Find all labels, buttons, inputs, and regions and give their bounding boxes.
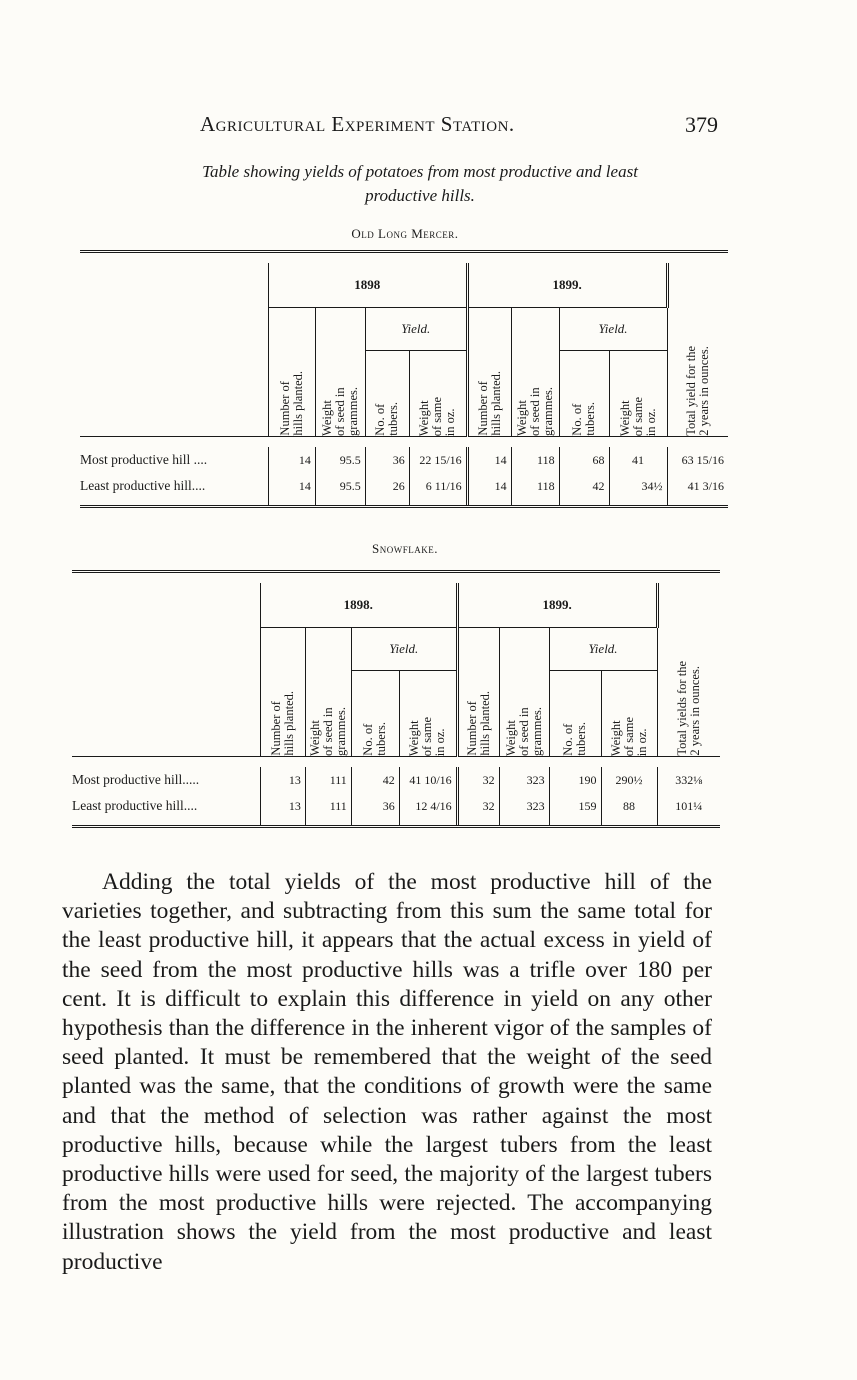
column-header-hills: Number of hills planted.	[260, 628, 305, 757]
table-cell: 95.5	[315, 473, 365, 499]
column-header-seed-weight: Weight of seed in grammes.	[511, 308, 559, 437]
stub-header	[72, 583, 260, 757]
column-header-seed-weight: Weight of seed in grammes.	[499, 628, 549, 757]
year-header: 1899.	[457, 583, 657, 628]
yield-header: Yield.	[351, 628, 457, 671]
table-cell: 13	[260, 767, 305, 793]
table-cell: 26	[365, 473, 409, 499]
row-label: Least productive hill....	[72, 798, 198, 813]
column-header-tubers: No. of tubers.	[351, 671, 399, 757]
table-cell: 36	[365, 447, 409, 473]
table-row	[80, 473, 728, 499]
column-header-total: Total yields for the 2 years in ounces.	[657, 583, 720, 757]
year-header: 1898	[268, 263, 467, 308]
table-cell: 42	[351, 767, 399, 793]
table-cell: 88	[601, 793, 657, 819]
table-cell: 13	[260, 793, 305, 819]
table-cell: 41 3/16	[667, 473, 728, 499]
section-title-snowflake: Snowflake.	[372, 541, 438, 556]
table-cell: 323	[499, 767, 549, 793]
column-header-hills: Number of hills planted.	[268, 308, 315, 437]
column-header-tubers: No. of tubers.	[365, 351, 409, 437]
column-header-weight-same: Weight of same in oz.	[409, 351, 467, 437]
column-header-weight-same: Weight of same in oz.	[601, 671, 657, 757]
table-cell: 34½	[609, 473, 667, 499]
table-row	[72, 767, 720, 793]
page-number: 379	[685, 112, 718, 137]
table-cell: 323	[499, 793, 549, 819]
table-cell: 14	[467, 447, 511, 473]
table-cell: 290½	[601, 767, 657, 793]
table-cell: 101¼	[657, 793, 720, 819]
table-cell: 41	[609, 447, 667, 473]
table-cell: 41 10/16	[399, 767, 457, 793]
table-cell: 36	[351, 793, 399, 819]
column-header-seed-weight: Weight of seed in grammes.	[315, 308, 365, 437]
table-cell: 159	[549, 793, 601, 819]
table-cell: 14	[268, 447, 315, 473]
column-header-hills: Number of hills planted.	[457, 628, 499, 757]
table-caption	[80, 160, 760, 208]
yield-header: Yield.	[365, 308, 467, 351]
table-cell: 68	[559, 447, 609, 473]
column-header-seed-weight: Weight of seed in grammes.	[305, 628, 351, 757]
table-cell: 63 15/16	[667, 447, 728, 473]
table-row	[72, 793, 720, 819]
row-label: Least productive hill....	[80, 478, 206, 493]
table-cell: 42	[559, 473, 609, 499]
table-cell: 6 11/16	[409, 473, 467, 499]
column-header-hills: Number of hills planted.	[467, 308, 511, 437]
table-cell: 22 15/16	[409, 447, 467, 473]
caption-line-2: productive hills.	[365, 186, 475, 205]
table-cell: 118	[511, 473, 559, 499]
year-header: 1899.	[467, 263, 667, 308]
paragraph-text: Adding the total yields of the most productive hill of the varieties together, and subtracting from this sum the same total for the least productive hill, it appears that the actual excess in yield of the seed from the most productive hills was a trifle over 180 per cent. It is difficult to explain this difference in yield on any other hypothesis than the difference in the inherent vigor of the samples of seed planted. It must be remembered that the weight of the seed planted was the same, that the conditions of growth were the same and that the method of selection was rather against the most productive hills, because while the largest tubers from the least productive hills were used for seed, the majority of the largest tubers from the most productive hills were rejected. The accompanying illustration shows the yield from the most productive and least productive	[62, 869, 712, 1275]
yield-table-old-long-mercer	[80, 250, 728, 508]
table-cell: 14	[268, 473, 315, 499]
table-row	[80, 447, 728, 473]
yield-header: Yield.	[549, 628, 657, 671]
yield-header: Yield.	[559, 308, 667, 351]
column-header-total: Total yield for the 2 years in ounces.	[667, 263, 728, 437]
yield-table-snowflake	[72, 570, 720, 828]
row-label: Most productive hill.....	[72, 772, 200, 787]
table-cell: 190	[549, 767, 601, 793]
table-cell: 332⅛	[657, 767, 720, 793]
table-cell: 12 4/16	[399, 793, 457, 819]
table-cell: 111	[305, 767, 351, 793]
running-head	[0, 112, 857, 142]
column-header-weight-same: Weight of same in oz.	[609, 351, 667, 437]
section-title-old-long-mercer: Old Long Mercer.	[351, 226, 459, 241]
table-cell: 32	[457, 767, 499, 793]
table-cell: 111	[305, 793, 351, 819]
row-label: Most productive hill ....	[80, 452, 208, 467]
column-header-tubers: No. of tubers.	[549, 671, 601, 757]
year-header: 1898.	[260, 583, 457, 628]
running-title: Agricultural Experiment Station.	[200, 112, 515, 136]
table-cell: 32	[457, 793, 499, 819]
body-paragraph	[62, 868, 712, 1277]
table-cell: 14	[467, 473, 511, 499]
table-cell: 118	[511, 447, 559, 473]
column-header-tubers: No. of tubers.	[559, 351, 609, 437]
column-header-weight-same: Weight of same in oz.	[399, 671, 457, 757]
caption-line-1: Table showing yields of potatoes from most productive and least	[202, 162, 638, 181]
stub-header	[80, 263, 268, 437]
table-cell: 95.5	[315, 447, 365, 473]
